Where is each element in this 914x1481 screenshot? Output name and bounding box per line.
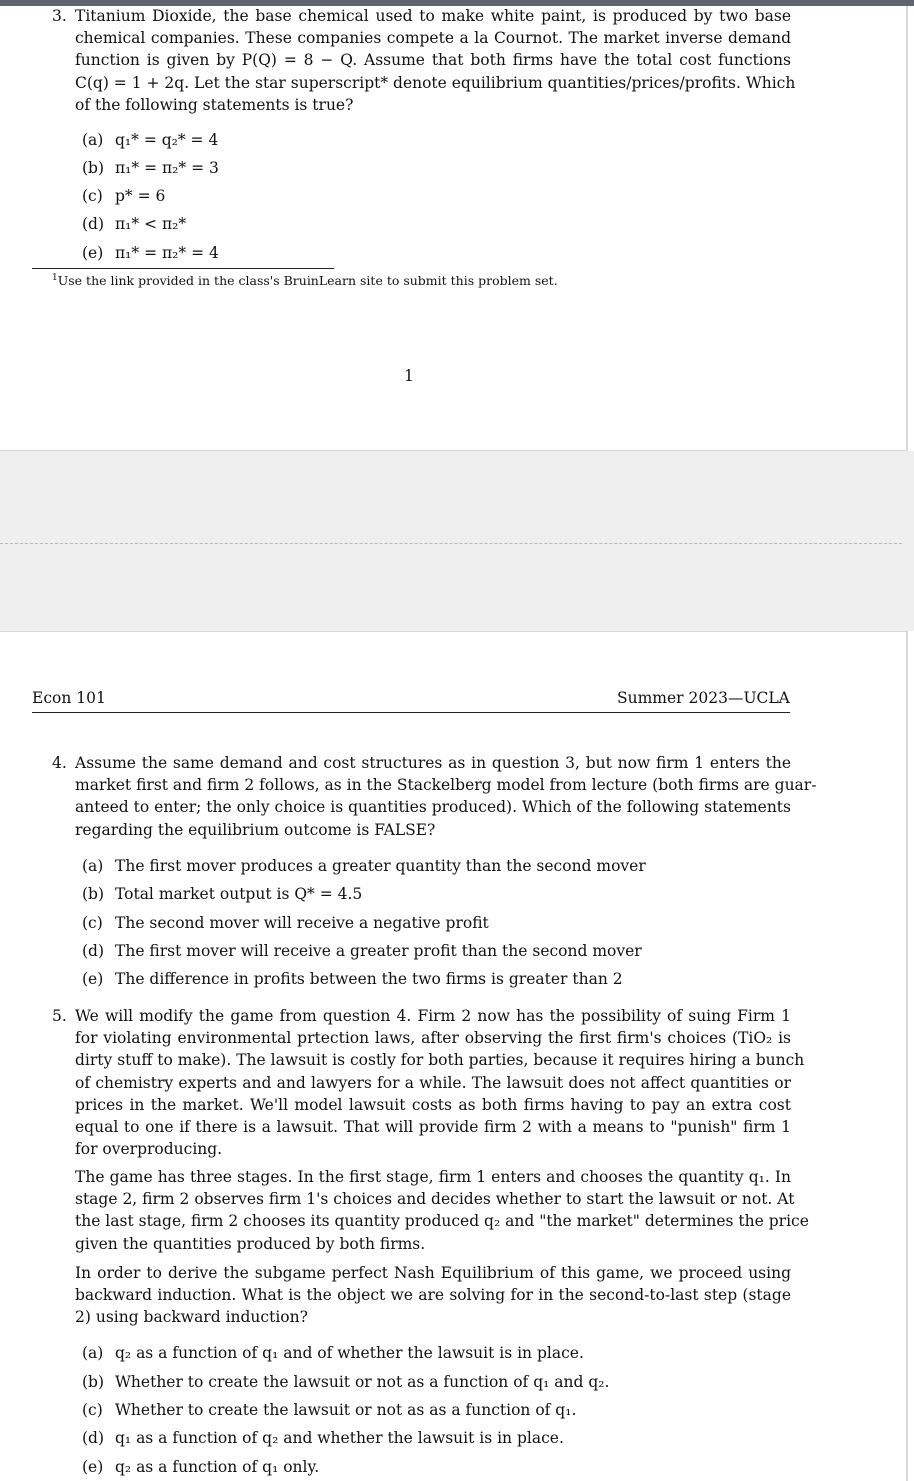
option-text: Whether to create the lawsuit or not as as a function of q₁. [115, 1401, 577, 1419]
q5-option-e [82, 1456, 319, 1478]
option-text: p* = 6 [115, 187, 166, 205]
q3-line: function is given by P(Q) = 8 − Q. Assume that both firms have the total cost functions [75, 51, 791, 70]
q5-line: given the quantities produced by both firms. [75, 1234, 426, 1253]
q3-option-e [82, 242, 219, 264]
q4-line: anteed to enter; the only choice is quantities produced). Which of the following statements [75, 798, 791, 817]
option-label: (a) [82, 1344, 104, 1362]
q5-line: for overproducing. [75, 1140, 223, 1159]
question-4-number: 4. [52, 754, 67, 772]
option-label: (b) [82, 1373, 105, 1391]
option-label: (c) [82, 1401, 103, 1419]
q3-option-c [82, 185, 165, 207]
header-rule [32, 712, 790, 713]
option-label: (c) [82, 914, 103, 932]
q5-line: equal to one if there is a lawsuit. That will provide firm 2 with a means to "punish" firm 1 [75, 1118, 791, 1137]
question-5-paragraph-2 [75, 1166, 809, 1255]
question-5-paragraph-3 [75, 1262, 791, 1329]
q5-option-b [82, 1371, 609, 1393]
option-text: q₁ as a function of q₂ and whether the lawsuit is in place. [115, 1429, 564, 1447]
option-label: (a) [82, 857, 104, 875]
question-3-number: 3. [52, 7, 67, 25]
q3-line: chemical companies. These companies compete a la Cournot. The market inverse demand [75, 29, 791, 48]
question-3-text [75, 5, 796, 116]
option-text: The second mover will receive a negative profit [115, 914, 489, 932]
footnote-mark: 1 [52, 273, 58, 283]
option-label: (b) [82, 885, 105, 903]
q4-option-a [82, 855, 646, 877]
option-text: q₂ as a function of q₁ only. [115, 1458, 320, 1476]
q3-line: Titanium Dioxide, the base chemical used to make white paint, is produced by two base [75, 7, 791, 25]
q4-option-b [82, 883, 362, 905]
question-5-number: 5. [52, 1007, 67, 1025]
q5-option-c [82, 1399, 576, 1421]
q3-option-a [82, 129, 218, 151]
q5-line: 2) using backward induction? [75, 1308, 308, 1327]
option-text: Total market output is Q* = 4.5 [115, 885, 363, 903]
question-4-text [75, 752, 817, 841]
header-course: Econ 101 [32, 689, 106, 707]
option-text: π₁* = π₂* = 4 [115, 244, 219, 262]
q4-option-d [82, 940, 642, 962]
q5-line: the last stage, firm 2 chooses its quantity produced q₂ and "the market" determines the price [75, 1212, 809, 1231]
q5-line: dirty stuff to make). The lawsuit is costly for both parties, because it requires hiring a bunch [75, 1051, 805, 1070]
footnote-rule [32, 268, 334, 269]
q5-line: backward induction. What is the object we are solving for in the second-to-last step (stage [75, 1286, 791, 1305]
option-label: (e) [82, 244, 104, 262]
q4-line: Assume the same demand and cost structures as in question 3, but now firm 1 enters the [75, 754, 791, 772]
q4-line: market first and firm 2 follows, as in the Stackelberg model from lecture (both firms are guar- [75, 776, 817, 795]
q5-option-d [82, 1427, 564, 1449]
q5-line: prices in the market. We'll model lawsuit costs as both firms having to pay an extra cost [75, 1095, 791, 1114]
q5-line: We will modify the game from question 4. Firm 2 now has the possibility of suing Firm 1 [75, 1007, 791, 1025]
q5-line: In order to derive the subgame perfect Nash Equilibrium of this game, we proceed using [75, 1264, 791, 1282]
option-label: (e) [82, 970, 104, 988]
footnote [52, 273, 558, 288]
option-label: (d) [82, 942, 105, 960]
q4-option-c [82, 912, 489, 934]
option-text: The first mover will receive a greater profit than the second mover [115, 942, 642, 960]
option-text: π₁* = π₂* = 3 [115, 159, 219, 177]
page-number: 1 [404, 367, 414, 385]
q5-line: The game has three stages. In the first stage, firm 1 enters and chooses the quantity q₁. In [75, 1168, 791, 1186]
q5-line: of chemistry experts and and lawyers for a while. The lawsuit does not affect quantities or [75, 1073, 791, 1092]
option-text: π₁* < π₂* [115, 215, 187, 233]
q5-line: for violating environmental prtection laws, after observing the first firm's choices (TiO₂ is [75, 1029, 791, 1048]
option-label: (d) [82, 1429, 105, 1447]
option-text: q₁* = q₂* = 4 [115, 131, 219, 149]
q3-option-d [82, 213, 186, 235]
q3-line: of the following statements is true? [75, 95, 354, 114]
option-text: The difference in profits between the two firms is greater than 2 [115, 970, 623, 988]
option-text: q₂ as a function of q₁ and of whether the lawsuit is in place. [115, 1344, 584, 1362]
option-text: The first mover produces a greater quantity than the second mover [115, 857, 646, 875]
q5-line: stage 2, firm 2 observes firm 1's choices and decides whether to start the lawsuit or not. At [75, 1190, 795, 1209]
q3-line: C(q) = 1 + 2q. Let the star superscript* denote equilibrium quantities/prices/profits. Which [75, 73, 796, 92]
header-term: Summer 2023—UCLA [617, 689, 790, 707]
q4-option-e [82, 968, 623, 990]
footnote-text: Use the link provided in the class's BruinLearn site to submit this problem set. [57, 273, 558, 289]
option-label: (e) [82, 1458, 104, 1476]
q5-option-a [82, 1342, 584, 1364]
option-label: (b) [82, 159, 105, 177]
option-label: (a) [82, 131, 104, 149]
question-5-paragraph-1 [75, 1005, 805, 1160]
option-label: (c) [82, 187, 103, 205]
option-label: (d) [82, 215, 105, 233]
q4-line: regarding the equilibrium outcome is FALSE? [75, 820, 436, 839]
page-gap [0, 451, 914, 631]
q3-option-b [82, 157, 219, 179]
page-break-divider [0, 543, 902, 544]
option-text: Whether to create the lawsuit or not as a function of q₁ and q₂. [115, 1373, 610, 1391]
